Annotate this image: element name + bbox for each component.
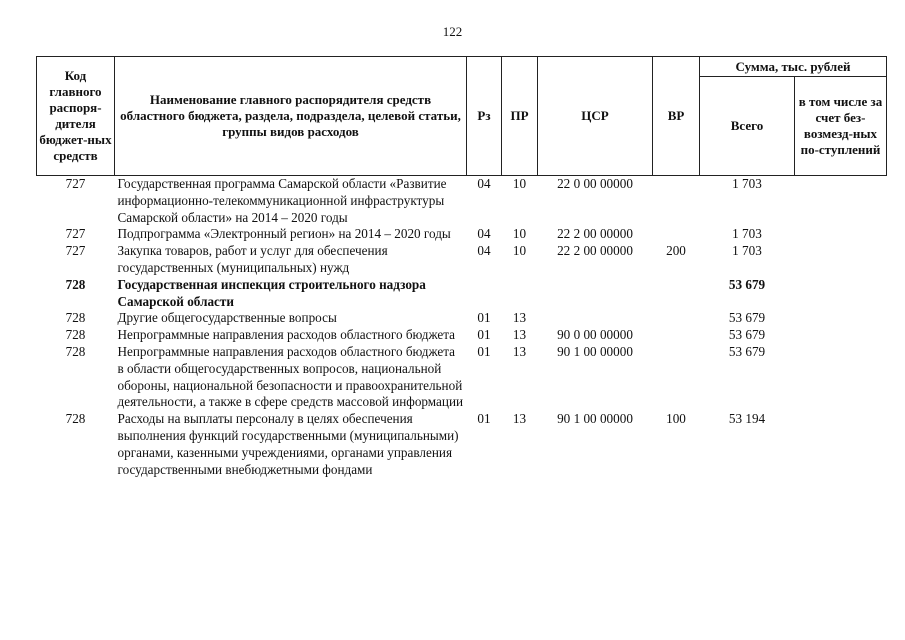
table-row — [37, 277, 887, 311]
table-row — [37, 344, 887, 411]
row-total: 53 194 — [728, 411, 766, 427]
row-code: 727 — [65, 226, 86, 242]
row-pr: 10 — [512, 243, 527, 259]
page-number: 122 — [442, 24, 463, 39]
header-vr: ВР — [653, 57, 700, 176]
row-csr — [538, 310, 653, 327]
row-csr: 90 1 00 00000 — [557, 343, 633, 359]
row-rz: 01 — [477, 310, 491, 326]
row-code: 728 — [65, 327, 86, 343]
row-code: 728 — [65, 310, 86, 326]
row-vr — [653, 344, 700, 411]
row-pr: 13 — [512, 327, 527, 343]
row-pr: 13 — [512, 411, 527, 427]
row-total: 1 703 — [732, 176, 762, 191]
header-csr: ЦСР — [538, 57, 653, 176]
table-body — [37, 176, 887, 479]
header-code: Код главного распоря-дителя бюджет-ных средств — [37, 57, 115, 176]
table-row — [37, 310, 887, 327]
table-row — [37, 176, 887, 227]
row-total: 1 703 — [732, 243, 762, 259]
row-code: 727 — [65, 243, 86, 259]
row-vr: 200 — [666, 243, 686, 259]
row-csr — [538, 277, 653, 311]
row-rz — [467, 277, 502, 311]
row-pr: 10 — [512, 226, 527, 242]
row-code: 728 — [65, 276, 86, 292]
table-row — [37, 411, 887, 478]
row-incl — [795, 277, 887, 311]
budget-table — [36, 56, 887, 478]
table-row — [37, 226, 887, 243]
row-name: Государственная инспекция строительного надзора Самарской области — [117, 276, 426, 309]
table-header — [37, 57, 887, 176]
row-vr: 100 — [666, 411, 686, 427]
row-vr — [653, 310, 700, 327]
row-rz: 04 — [477, 243, 491, 259]
table-row — [37, 327, 887, 344]
row-csr: 22 2 00 00000 — [557, 226, 633, 242]
row-code: 727 — [65, 176, 86, 191]
row-code: 728 — [65, 411, 86, 427]
row-rz: 01 — [477, 327, 491, 343]
row-rz: 04 — [477, 176, 491, 191]
header-pr: ПР — [502, 57, 538, 176]
header-sum: Сумма, тыс. рублей — [700, 57, 887, 77]
row-total: 1 703 — [732, 226, 762, 242]
row-rz: 01 — [477, 343, 491, 359]
row-incl — [795, 243, 887, 277]
row-csr: 90 0 00 00000 — [557, 327, 633, 343]
row-csr: 22 2 00 00000 — [557, 243, 633, 259]
row-rz: 01 — [477, 411, 491, 427]
row-incl — [795, 411, 887, 478]
row-total: 53 679 — [728, 327, 766, 343]
header-name: Наименование главного распорядителя средств областного бюджета, раздела, подраздела, целевой статьи, группы видов расходов — [115, 57, 467, 176]
row-pr: 10 — [512, 176, 527, 191]
row-incl — [795, 327, 887, 344]
row-name: Подпрограмма «Электронный регион» на 2014 – 2020 годы — [117, 226, 451, 242]
row-rz: 04 — [477, 226, 491, 242]
row-pr — [502, 277, 538, 311]
row-vr — [653, 226, 700, 243]
row-name: Закупка товаров, работ и услуг для обеспечения государственных (муниципальных) нужд — [117, 243, 388, 275]
row-incl — [795, 344, 887, 411]
header-rz: Рз — [467, 57, 502, 176]
row-incl — [795, 176, 887, 227]
row-name: Непрограммные направления расходов областного бюджета в области общегосударственных вопросов, национальной обороны, национальной безопасности и правоохранительной деятельности, а также в сфере средств массовой информации — [117, 343, 464, 410]
row-total: 53 679 — [728, 276, 766, 292]
row-vr — [653, 176, 700, 227]
row-pr: 13 — [512, 343, 527, 359]
row-name: Расходы на выплаты персоналу в целях обеспечения выполнения функций государственными (муниципальными) органами, казенными учреждениями, органами управления государственными внебюджетными фондами — [117, 411, 459, 477]
row-csr: 22 0 00 00000 — [557, 176, 633, 191]
row-vr — [653, 277, 700, 311]
header-incl: в том числе за счет без-возмезд-ных по-ступлений — [795, 77, 887, 176]
row-name: Другие общегосударственные вопросы — [117, 310, 337, 326]
row-incl — [795, 310, 887, 327]
row-code: 728 — [65, 343, 86, 359]
table-row — [37, 243, 887, 277]
row-vr — [653, 327, 700, 344]
row-total: 53 679 — [728, 343, 766, 359]
row-incl — [795, 226, 887, 243]
row-total: 53 679 — [728, 310, 766, 326]
row-pr: 13 — [512, 310, 527, 326]
row-csr: 90 1 00 00000 — [557, 411, 633, 427]
row-name: Непрограммные направления расходов областного бюджета — [117, 327, 456, 343]
header-total: Всего — [700, 77, 795, 176]
row-name: Государственная программа Самарской области «Развитие информационно-телекоммуникационной инфраструктуры Самарской области» на 2014 – 2020 годы — [117, 176, 447, 225]
